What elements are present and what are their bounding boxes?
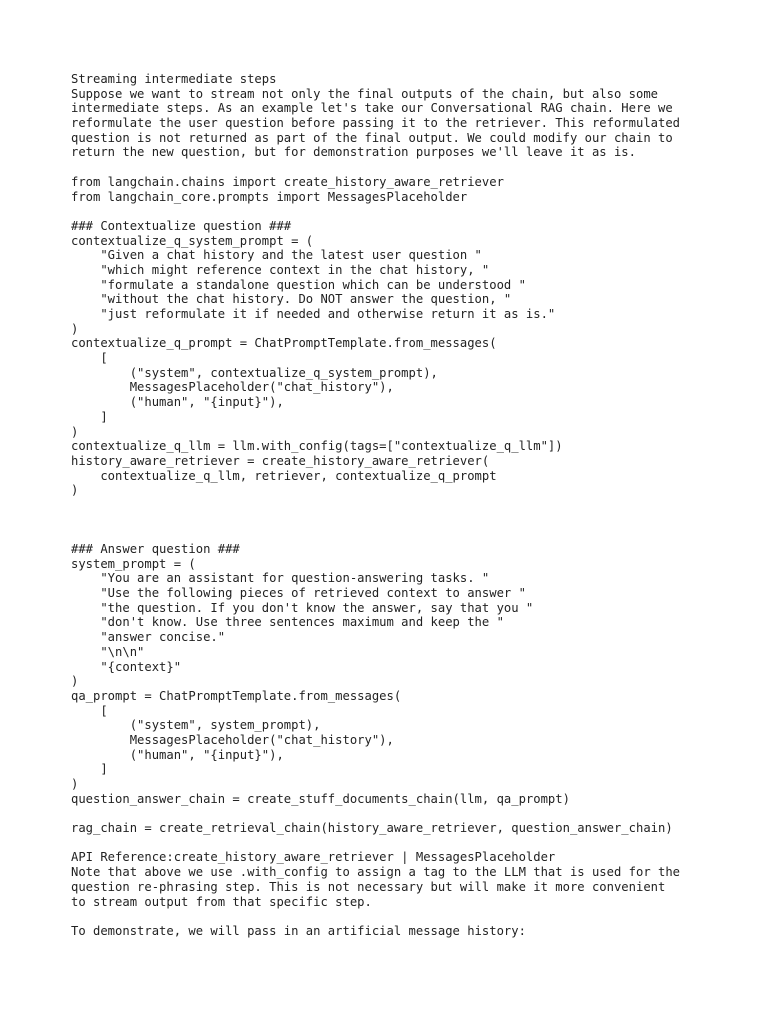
code-line: ("system", system_prompt), xyxy=(71,718,321,733)
code-line: contextualize_q_llm, retriever, contextualize_q_prompt xyxy=(71,468,497,483)
spacer xyxy=(71,527,761,542)
api-reference: API Reference:create_history_aware_retriever | MessagesPlaceholder xyxy=(71,850,556,865)
spacer xyxy=(71,836,761,851)
code-line: ### Contextualize question ### xyxy=(71,218,292,233)
code-line: question_answer_chain = create_stuff_documents_chain(llm, qa_prompt) xyxy=(71,791,570,806)
code-line: ] xyxy=(71,409,108,424)
intro-line: Suppose we want to stream not only the final outputs of the chain, but also some xyxy=(71,86,658,101)
code-line: [ xyxy=(71,351,108,366)
intro-line: intermediate steps. As an example let's take our Conversational RAG chain. Here we xyxy=(71,101,673,116)
code-line: history_aware_retriever = create_history_aware_retriever( xyxy=(71,453,490,468)
spacer xyxy=(71,806,761,821)
spacer xyxy=(71,160,761,175)
intro-line: reformulate the user question before passing it to the retriever. This reformulated xyxy=(71,116,681,131)
code-line: "You are an assistant for question-answering tasks. " xyxy=(71,571,490,586)
code-block-answer xyxy=(71,542,761,806)
code-line: "the question. If you don't know the answer, say that you " xyxy=(71,600,534,615)
intro-line: return the new question, but for demonstration purposes we'll leave it as is. xyxy=(71,145,636,160)
code-line: "just reformulate it if needed and otherwise return it as is." xyxy=(71,307,556,321)
note-line: to stream output from that specific step. xyxy=(71,894,372,909)
code-line: from langchain_core.prompts import MessagesPlaceholder xyxy=(71,189,468,204)
spacer xyxy=(71,513,761,528)
code-line: qa_prompt = ChatPromptTemplate.from_messages( xyxy=(71,688,402,703)
demo-intro: To demonstrate, we will pass in an artificial message history: xyxy=(71,923,526,938)
spacer xyxy=(71,909,761,924)
code-line: ) xyxy=(71,321,79,336)
code-line: "Use the following pieces of retrieved context to answer " xyxy=(71,586,526,601)
intro-line: question is not returned as part of the final output. We could modify our chain to xyxy=(71,130,673,145)
code-line: "answer concise." xyxy=(71,630,226,645)
code-line: [ xyxy=(71,703,108,718)
code-line-rag-chain: rag_chain = create_retrieval_chain(history_aware_retriever, question_answer_chain) xyxy=(71,821,673,836)
spacer xyxy=(71,204,761,219)
code-line: contextualize_q_prompt = ChatPromptTemplate.from_messages( xyxy=(71,336,497,351)
code-line: ) xyxy=(71,777,79,791)
note-line: Note that above we use .with_config to assign a tag to the LLM that is used for the xyxy=(71,865,681,880)
code-line: ### Answer question ### xyxy=(71,542,240,556)
note-line: question re-phrasing step. This is not necessary but will make it more convenient xyxy=(71,879,666,894)
code-line: ] xyxy=(71,762,108,777)
code-line: ("system", contextualize_q_system_prompt), xyxy=(71,365,438,380)
code-line: MessagesPlaceholder("chat_history"), xyxy=(71,732,394,747)
section-heading: Streaming intermediate steps xyxy=(71,72,277,86)
code-block-imports xyxy=(71,175,761,204)
code-line: "\n\n" xyxy=(71,644,145,659)
code-line: ) xyxy=(71,424,79,439)
code-line: ) xyxy=(71,483,79,498)
code-line: system_prompt = ( xyxy=(71,556,196,571)
code-line: "{context}" xyxy=(71,659,182,674)
code-line: MessagesPlaceholder("chat_history"), xyxy=(71,380,394,395)
code-line: "formulate a standalone question which can be understood " xyxy=(71,277,526,292)
code-line: ("human", "{input}"), xyxy=(71,747,284,762)
code-line: from langchain.chains import create_history_aware_retriever xyxy=(71,174,504,189)
note-paragraph xyxy=(71,865,761,909)
code-line: "which might reference context in the chat history, " xyxy=(71,262,490,277)
document-page xyxy=(71,72,761,939)
code-line: "Given a chat history and the latest user question " xyxy=(71,248,482,263)
code-line: ) xyxy=(71,674,79,689)
code-line: contextualize_q_llm = llm.with_config(tags=["contextualize_q_llm"]) xyxy=(71,439,563,454)
code-line: "without the chat history. Do NOT answer the question, " xyxy=(71,292,512,307)
spacer xyxy=(71,498,761,513)
code-line: "don't know. Use three sentences maximum and keep the " xyxy=(71,615,504,630)
code-line: contextualize_q_system_prompt = ( xyxy=(71,233,314,248)
code-line: ("human", "{input}"), xyxy=(71,395,284,410)
code-block-contextualize xyxy=(71,219,761,498)
intro-paragraph xyxy=(71,87,761,160)
